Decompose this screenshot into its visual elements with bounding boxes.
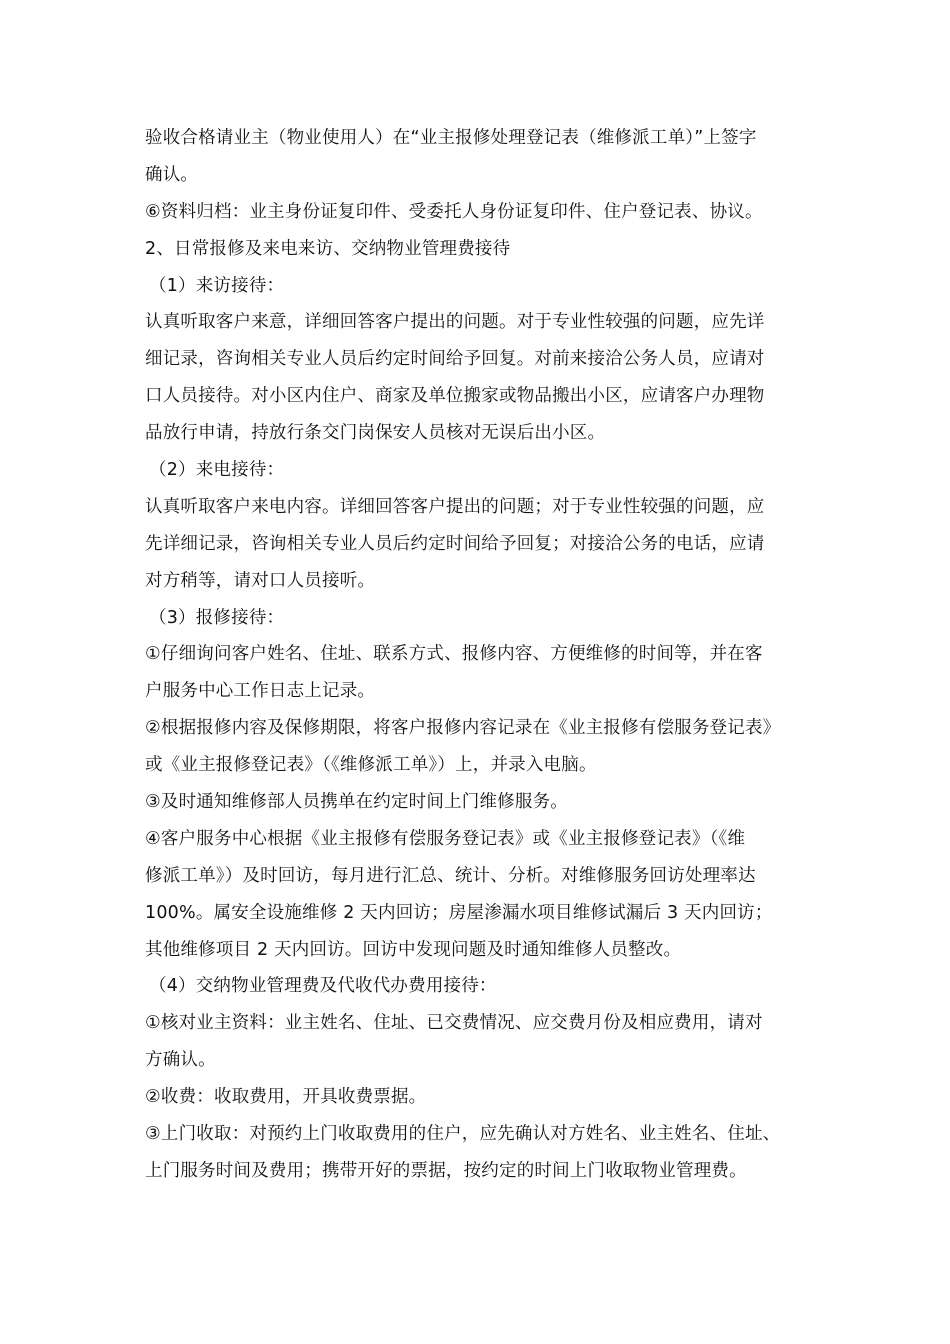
text-line: 认真听取客户来电内容。详细回答客户提出的问题；对于专业性较强的问题，应 (145, 496, 765, 517)
text-line: 或《业主报修登记表》（《维修派工单》）上，并录入电脑。 (145, 755, 597, 776)
text-line: 品放行申请，持放行条交门岗保安人员核对无误后出小区。 (145, 423, 606, 444)
text-line: 其他维修项目 2 天内回访。回访中发现问题及时通知维修人员整改。 (145, 939, 682, 960)
text-line: 确认。 (145, 164, 199, 185)
text-line: ③及时通知维修部人员携单在约定时间上门维修服务。 (145, 792, 568, 813)
text-line: 上门服务时间及费用；携带开好的票据，按约定的时间上门收取物业管理费。 (145, 1160, 747, 1181)
text-line: ②收费：收取费用，开具收费票据。 (145, 1087, 427, 1108)
text-line: ④客户服务中心根据《业主报修有偿服务登记表》或《业主报修登记表》（《维 (145, 828, 746, 849)
text-line: 100%。属安全设施维修 2 天内回访；房屋渗漏水项目维修试漏后 3 天内回访； (145, 902, 773, 923)
text-line: ③上门收取：对预约上门收取费用的住户，应先确认对方姓名、业主姓名、住址、 (145, 1124, 781, 1145)
text-line: 口人员接待。对小区内住户、商家及单位搬家或物品搬出小区，应请客户办理物 (145, 386, 765, 407)
text-line: 对方稍等，请对口人员接听。 (145, 570, 376, 591)
text-line: 户服务中心工作日志上记录。 (145, 681, 376, 702)
text-line: ⑥资料归档：业主身份证复印件、受委托人身份证复印件、住户登记表、协议。 (145, 201, 763, 222)
section-heading: 2、日常报修及来电来访、交纳物业管理费接待 (145, 238, 511, 259)
text-line: 修派工单》）及时回访，每月进行汇总、统计、分析。对维修服务回访处理率达 (145, 865, 756, 886)
text-line: ①核对业主资料：业主姓名、住址、已交费情况、应交费月份及相应费用，请对 (145, 1013, 763, 1034)
text-line: 方确认。 (145, 1050, 216, 1071)
text-line: ②根据报修内容及保修期限，将客户报修内容记录在《业主报修有偿服务登记表》 (145, 718, 781, 739)
text-line: 认真听取客户来意，详细回答客户提出的问题。对于专业性较强的问题，应先详 (145, 312, 765, 333)
text-line: 细记录，咨询相关专业人员后约定时间给予回复。对前来接洽公务人员，应请对 (145, 349, 765, 370)
text-line: ①仔细询问客户姓名、住址、联系方式、报修内容、方便维修的时间等，并在客 (145, 644, 763, 665)
subsection-heading: （4）交纳物业管理费及代收代办费用接待： (149, 976, 497, 997)
text-line: 先详细记录，咨询相关专业人员后约定时间给予回复；对接洽公务的电话，应请 (145, 533, 765, 554)
text-line: 验收合格请业主（物业使用人）在“业主报修处理登记表（维修派工单）”上签字 (145, 128, 757, 148)
subsection-heading: （2）来电接待： (149, 460, 285, 481)
subsection-heading: （1）来访接待： (149, 275, 285, 296)
subsection-heading: （3）报修接待： (149, 607, 285, 628)
document-body (145, 120, 810, 1190)
